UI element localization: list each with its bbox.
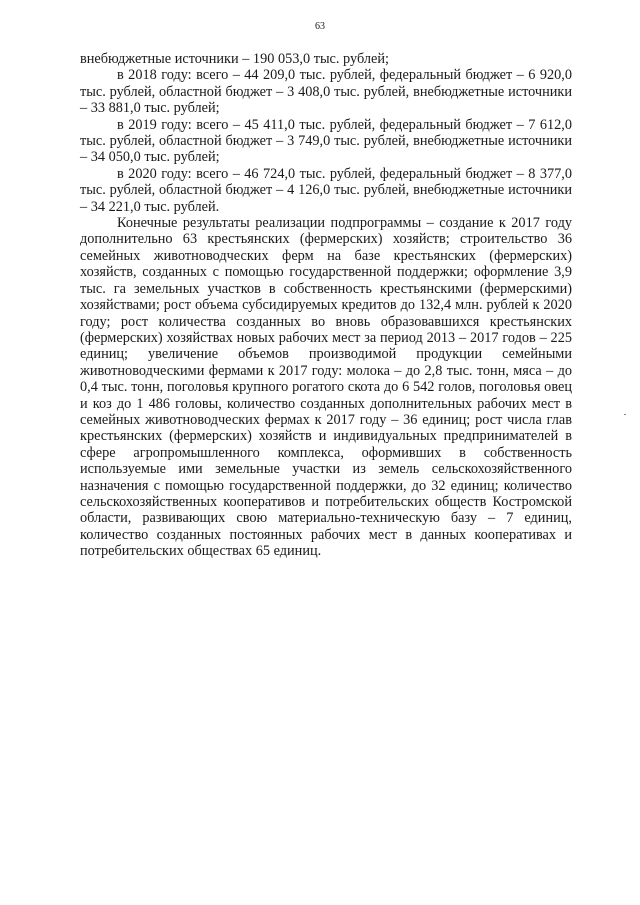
- page-number: 63: [315, 21, 325, 32]
- document-body: [80, 51, 572, 560]
- paragraph-budget-2017-extrabudgetary: внебюджетные источники – 190 053,0 тыс. рублей;: [80, 51, 389, 67]
- paragraph-final-results: Конечные результаты реализации подпрограммы – создание к 2017 году дополнительно 63 крестьянских (фермерских) хозяйств; строительство 36 семейных животноводческих ферм на базе крестьянских (фермерских) хозяйств, созданных с помощью государственной поддержки; оформление 3,9 тыс. га земельных участков в собственность крестьянскими (фермерскими) хозяйствами; рост объема субсидируемых кредитов до 132,4 млн. рублей к 2020 году; рост количества созданных во вновь образовавшихся крестьянских (фермерских) хозяйствах новых рабочих мест за период 2013 – 2017 годов – 225 единиц; увеличение объемов производимой продукции семейными животноводческими фермами к 2017 году: молока – до 2,8 тыс. тонн, мяса – до 0,4 тыс. тонн, поголовья крупного рогатого скота до 6 542 голов, поголовья овец и коз до 1 486 головы, количество созданных дополнительных рабочих мест в семейных животноводческих фермах к 2017 году – 36 единиц; рост числа глав крестьянских (фермерских) хозяйств и индивидуальных предпринимателей в сфере агропромышленного комплекса, оформивших в собственность используемые ими земельные участки из земель сельскохозяйственного назначения с помощью государственной поддержки, до 32 единиц; количество сельскохозяйственных кооперативов и потребительских обществ Костромской области, развивающих свою материально-техническую базу – 7 единиц, количество созданных постоянных рабочих мест в данных кооперативах и потребительских обществах 65 единиц.: [80, 215, 572, 560]
- paragraph-budget-2020: в 2020 году: всего – 46 724,0 тыс. рублей, федеральный бюджет – 8 377,0 тыс. рублей, областной бюджет – 4 126,0 тыс. рублей, внебюджетные источники – 34 221,0 тыс. рублей.: [80, 165, 572, 215]
- margin-mark: [624, 414, 626, 415]
- paragraph-budget-2018: в 2018 году: всего – 44 209,0 тыс. рублей, федеральный бюджет – 6 920,0 тыс. рублей, областной бюджет – 3 408,0 тыс. рублей, внебюджетные источники – 33 881,0 тыс. рублей;: [80, 67, 572, 117]
- paragraph-budget-2019: в 2019 году: всего – 45 411,0 тыс. рублей, федеральный бюджет – 7 612,0 тыс. рублей, областной бюджет – 3 749,0 тыс. рублей, внебюджетные источники – 34 050,0 тыс. рублей;: [80, 116, 572, 166]
